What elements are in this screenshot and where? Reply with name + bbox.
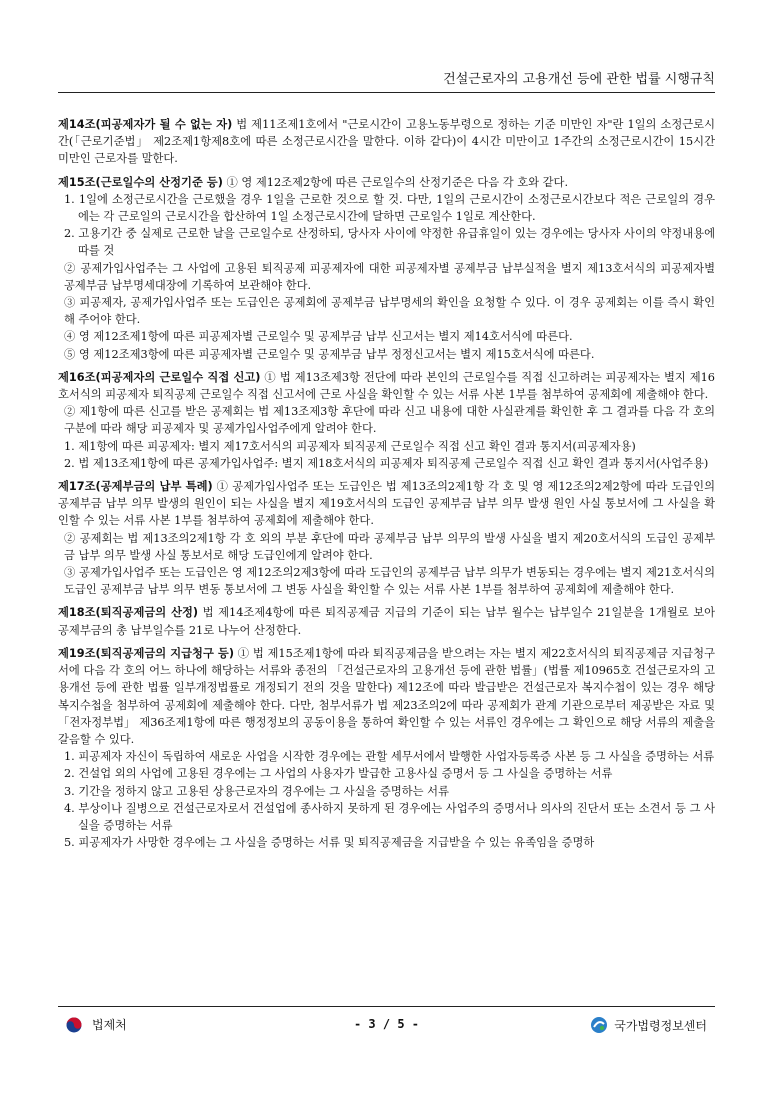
article-19 bbox=[58, 645, 715, 851]
article-text: ① 영 제12조제2항에 따른 근로일수의 산정기준은 다음 각 호와 같다. bbox=[226, 175, 569, 189]
article-heading: 제18조(퇴직공제금의 산정) bbox=[58, 606, 199, 620]
paragraph: ② 제1항에 따른 신고를 받은 공제회는 법 제13조제3항 후단에 따라 신고 내용에 대한 사실관계를 확인한 후 그 결과를 다음 각 호의 구분에 따라 해당 피공제자 및 공제가입사업주에게 알려야 한다. bbox=[64, 405, 715, 436]
article-paragraph bbox=[58, 116, 715, 168]
footer-publisher: 법제처 bbox=[92, 1018, 127, 1032]
article-18 bbox=[58, 604, 715, 638]
document-body bbox=[58, 116, 715, 857]
article-heading: 제15조(근로일수의 산정기준 등) bbox=[58, 175, 223, 189]
paragraph: ③ 피공제자, 공제가입사업주 또는 도급인은 공제회에 공제부금 납부명세의 확인을 요청할 수 있다. 이 경우 공제회는 이를 즉시 확인해 주어야 한다. bbox=[64, 296, 715, 327]
list-item: 1. 피공제자 자신이 독립하여 새로운 사업을 시작한 경우에는 관할 세무서에서 발행한 사업자등록증 사본 등 그 사실을 증명하는 서류 bbox=[64, 750, 715, 764]
law-center-logo-icon bbox=[590, 1016, 608, 1034]
article-heading: 제16조(피공제자의 근로일수 직접 신고) bbox=[58, 370, 261, 384]
running-header: 건설근로자의 고용개선 등에 관한 법률 시행규칙 bbox=[443, 72, 715, 87]
list-item: 2. 건설업 외의 사업에 고용된 경우에는 그 사업의 사용자가 발급한 고용사실 증명서 등 그 사실을 증명하는 서류 bbox=[64, 767, 613, 781]
article-heading: 제14조(피공제자가 될 수 없는 자) bbox=[58, 118, 233, 131]
article-text: 법 제14조제4항에 따른 퇴직공제금 지급의 기준이 되는 납부 월수는 납부일수 21일분을 1개월로 보아 공제부금의 총 납부일수를 21로 나누어 산정한다. bbox=[58, 606, 716, 637]
list-item: 1. 제1항에 따른 피공제자: 별지 제17호서식의 피공제자 퇴직공제 근로일수 직접 신고 확인 결과 통지서(피공제자용) bbox=[64, 439, 636, 453]
article-paragraph bbox=[58, 369, 715, 403]
paragraph: ② 공제회는 법 제13조의2제1항 각 호 외의 부분 후단에 따라 공제부금 납부 의무의 발생 사실을 별지 제20호서식의 도급인 공제부금 납부 의무 발생 사실 통보서로 해당 도급인에게 알려야 한다. bbox=[64, 531, 715, 562]
list-item: 5. 피공제자가 사망한 경우에는 그 사실을 증명하는 서류 및 퇴직공제금을 지급받을 수 있는 유족임을 증명하 bbox=[64, 836, 595, 850]
page-number: - 3 / 5 - bbox=[353, 1017, 420, 1031]
article-text: 법 제11조제1호에서 "근로시간이 고용노동부령으로 정하는 기준 미만인 자"란 1일의 소정근로시간(「근로기준법」 제2조제1항제8호에 따른 소정근로시간을 말한다. 이하 같다)이 4시간 미만이고 1주간의 소정근로시간이 15시간 미만인 근로자를 말한다. bbox=[58, 118, 716, 166]
header-divider bbox=[58, 92, 715, 93]
paragraph: ⑤ 영 제12조제3항에 따른 피공제자별 근로일수 및 공제부금 납부 정정신고서는 별지 제15호서식에 따른다. bbox=[64, 347, 595, 361]
article-paragraph bbox=[58, 604, 715, 638]
list-item: 2. 법 제13조제1항에 따른 공제가입사업주: 별지 제18호서식의 피공제자 퇴직공제 근로일수 직접 신고 확인 결과 통지서(사업주용) bbox=[64, 456, 709, 470]
paragraph: ② 공제가입사업주는 그 사업에 고용된 퇴직공제 피공제자에 대한 피공제자별 공제부금 납부실적을 별지 제13호서식의 피공제자별 공제부금 납부명세대장에 기록하여 보관해야 한다. bbox=[64, 261, 715, 292]
article-14 bbox=[58, 116, 715, 168]
article-text: ① 법 제15조제1항에 따라 퇴직공제금을 받으려는 자는 별지 제22호서식의 퇴직공제금 지급청구서에 다음 각 호의 어느 하나에 해당하는 서류와 종전의 「건설근로자의 고용개선 등에 관한 법률」(법률 제10965호 건설근로자의 고용개선 등에 관한 법률 일부개정법률로 개정되기 전의 것을 말한다) 제12조에 따라 발급받은 건설근로자 복지수첩이 있는 경우 해당 복지수첩을 첨부하여 공제회에 제출해야 한다. 다만, 첨부서류가 법 제23조의2에 따라 공제회가 관계 기관으로부터 제공받은 자료 및 「전자정부법」 제36조제1항에 따른 행정정보의 공동이용을 통하여 확인할 수 있는 서류인 경우에는 그 확인으로 해당 서류의 제출을 갈음할 수 있다. bbox=[58, 646, 716, 746]
footer-divider bbox=[58, 1006, 715, 1007]
article-heading: 제17조(공제부금의 납부 특례) bbox=[58, 480, 213, 494]
article-16 bbox=[58, 369, 715, 472]
article-15 bbox=[58, 174, 715, 363]
article-paragraph bbox=[58, 645, 715, 748]
paragraph: ③ 공제가입사업주 또는 도급인은 영 제12조의2제3항에 따라 도급인의 공제부금 납부 의무가 변동되는 경우에는 별지 제21호서식의 도급인 공제부금 납부 의무 변동 통보서에 그 변동 사실을 확인할 수 있는 서류 사본 1부를 첨부하여 공제회에 제출해야 한다. bbox=[64, 566, 715, 597]
list-item: 4. 부상이나 질병으로 건설근로자로서 건설업에 종사하지 못하게 된 경우에는 사업주의 증명서나 의사의 진단서 또는 소견서 등 그 사실을 증명하는 서류 bbox=[64, 801, 715, 832]
article-text: ① 법 제13조제3항 전단에 따라 본인의 근로일수를 직접 신고하려는 피공제자는 별지 제16호서식의 피공제자 퇴직공제 근로일수 직접 신고서에 근로 사실을 확인할 수 있는 서류 사본 1부를 첨부하여 공제회에 제출해야 한다. bbox=[58, 370, 715, 402]
footer-right bbox=[590, 1016, 707, 1034]
article-17 bbox=[58, 478, 715, 598]
paragraph: ④ 영 제12조제1항에 따른 피공제자별 근로일수 및 공제부금 납부 신고서는 별지 제14호서식에 따른다. bbox=[64, 330, 573, 344]
footer-source: 국가법령정보센터 bbox=[614, 1018, 707, 1033]
page-footer bbox=[58, 1014, 715, 1038]
list-item: 3. 기간을 정하지 않고 고용된 상용근로자의 경우에는 그 사실을 증명하는 서류 bbox=[64, 784, 449, 798]
list-item: 2. 고용기간 중 실제로 근로한 날을 근로일수로 산정하되, 당사자 사이에 약정한 유급휴일이 있는 경우에는 당사자 사이의 약정내용에 따를 것 bbox=[64, 227, 715, 258]
article-heading: 제19조(퇴직공제금의 지급청구 등) bbox=[58, 646, 235, 660]
article-text: ① 공제가입사업주 또는 도급인은 법 제13조의2제1항 각 호 및 영 제12조의2제2항에 따라 도급인의 공제부금 납부 의무 발생의 원인이 되는 사실을 별지 제19호서식의 도급인 공제부금 납부 의무 발생 원인 사실 통보서에 그 사실을 확인할 수 있는 서류 사본 1부를 첨부하여 공제회에 제출해야 한다. bbox=[58, 480, 715, 528]
article-paragraph bbox=[58, 478, 715, 530]
article-paragraph bbox=[58, 174, 715, 191]
list-item: 1. 1일에 소정근로시간을 근로했을 경우 1일을 근로한 것으로 할 것. 다만, 1일의 근로시간이 소정근로시간보다 적은 근로일의 경우에는 각 근로일의 근로시간을 합산하여 1일 소정근로시간에 달하면 근로일수 1일로 계산한다. bbox=[64, 192, 715, 224]
